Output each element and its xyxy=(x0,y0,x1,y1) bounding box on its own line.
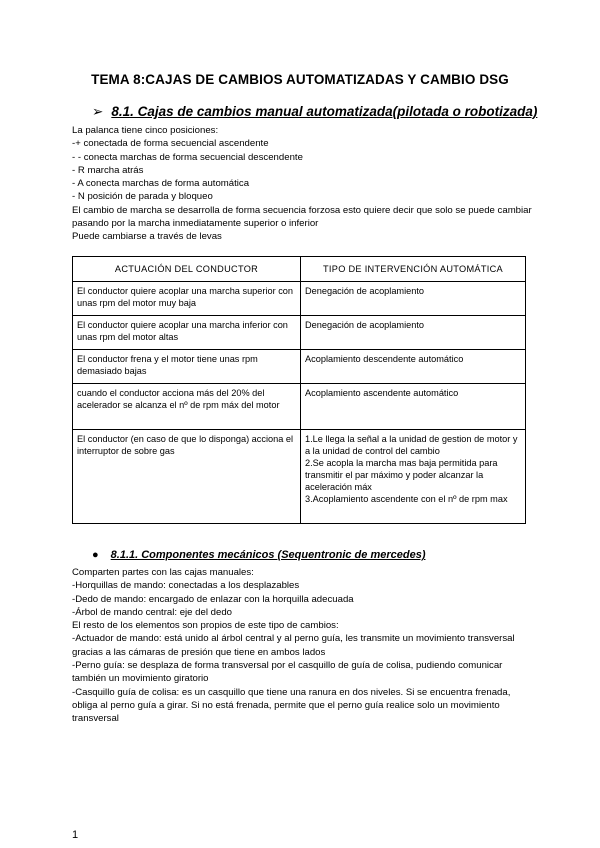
section-heading-text: 8.1. Cajas de cambios manual automatizada(pilotada o robotizada) xyxy=(111,104,538,119)
bullet-icon: ● xyxy=(92,549,99,561)
table-cell-intervention: Acoplamiento descendente automático xyxy=(301,350,526,384)
intro-line: - R marcha atrás xyxy=(72,164,144,176)
column-header-driver-action: ACTUACIÓN DEL CONDUCTOR xyxy=(73,257,301,282)
table-cell-intervention: Denegación de acoplamiento xyxy=(301,316,526,350)
intro-line: - N posición de parada y bloqueo xyxy=(72,191,213,203)
components-line: -Actuador de mando: está unido al árbol central y al perno guía, les transmite un movimiento transversal gracias a las cámaras de presión que tiene en ambos lados xyxy=(72,633,515,658)
table-cell-driver-action: El conductor quiere acoplar una marcha superior con unas rpm del motor muy baja xyxy=(73,282,301,316)
table-cell-driver-action: El conductor quiere acoplar una marcha inferior con unas rpm del motor altas xyxy=(73,316,301,350)
components-line: -Árbol de mando central: eje del dedo xyxy=(72,606,232,618)
page-title: TEMA 8:CAJAS DE CAMBIOS AUTOMATIZADAS Y CAMBIO DSG xyxy=(91,72,509,87)
table-cell-intervention: Acoplamiento ascendente automático xyxy=(301,384,526,430)
arrow-bullet-icon: ➢ xyxy=(92,104,104,119)
table-cell-driver-action: El conductor (en caso de que lo disponga) acciona el interruptor de sobre gas xyxy=(73,430,301,524)
intro-line: La palanca tiene cinco posiciones: xyxy=(72,125,219,136)
components-line: -Dedo de mando: encargado de enlazar con la horquilla adecuada xyxy=(72,593,354,605)
table-row xyxy=(73,384,526,430)
components-line: Comparten partes con las cajas manuales: xyxy=(72,567,254,578)
table-cell-intervention: Denegación de acoplamiento xyxy=(301,282,526,316)
components-line: -Casquillo guía de colisa: es un casquillo que tiene una ranura en dos niveles. Si se encuentra frenada, obliga al perno guía a girar. Si no está frenada, permite que el perno guía realice solo un movimiento transversal xyxy=(72,686,511,725)
intro-line: El cambio de marcha se desarrolla de forma secuencia forzosa esto quiere decir que solo se puede cambiar pasando por la marcha inmediatamente superior o inferior xyxy=(72,204,532,230)
table-row xyxy=(73,350,526,384)
table-header-row xyxy=(73,257,526,282)
intro-line: -+ conectada de forma secuencial ascendente xyxy=(72,138,269,150)
table-row xyxy=(73,430,526,524)
components-line: -Perno guía: se desplaza de forma transversal por el casquillo de guía de colisa, pudiendo comunicar también un movimiento giratorio xyxy=(72,660,503,685)
components-text xyxy=(72,566,532,726)
table-cell-driver-action: El conductor frena y el motor tiene unas rpm demasiado bajas xyxy=(73,350,301,384)
components-line: El resto de los elementos son propios de este tipo de cambios: xyxy=(72,620,339,632)
table-cell-intervention: 1.Le llega la señal a la unidad de gestion de motor y a la unidad de control del cambio 2.Se acopla la marcha mas baja permitida para transmitir el par máximo y poder alcanzar la aceleración máx 3.Acoplamiento ascendente con el nº de rpm max xyxy=(301,430,526,524)
column-header-automatic-intervention: TIPO DE INTERVENCIÓN AUTOMÁTICA xyxy=(301,257,526,282)
subsection-heading-text: 8.1.1. Componentes mecánicos (Sequentronic de mercedes) xyxy=(110,549,426,561)
table-row xyxy=(73,282,526,316)
components-line: -Horquillas de mando: conectadas a los desplazables xyxy=(72,580,300,592)
table-row xyxy=(73,316,526,350)
intervention-table xyxy=(72,256,526,524)
intro-text xyxy=(72,124,532,244)
intro-line: - - conecta marchas de forma secuencial descendente xyxy=(72,151,303,163)
intro-line: - A conecta marchas de forma automática xyxy=(72,178,250,190)
page-number: 1 xyxy=(72,829,79,841)
intro-line: Puede cambiarse a través de levas xyxy=(72,231,222,243)
section-heading xyxy=(92,104,537,120)
subsection-heading xyxy=(92,549,425,561)
table-cell-driver-action: cuando el conductor acciona más del 20% del acelerador se alcanza el nº de rpm máx del motor xyxy=(73,384,301,430)
